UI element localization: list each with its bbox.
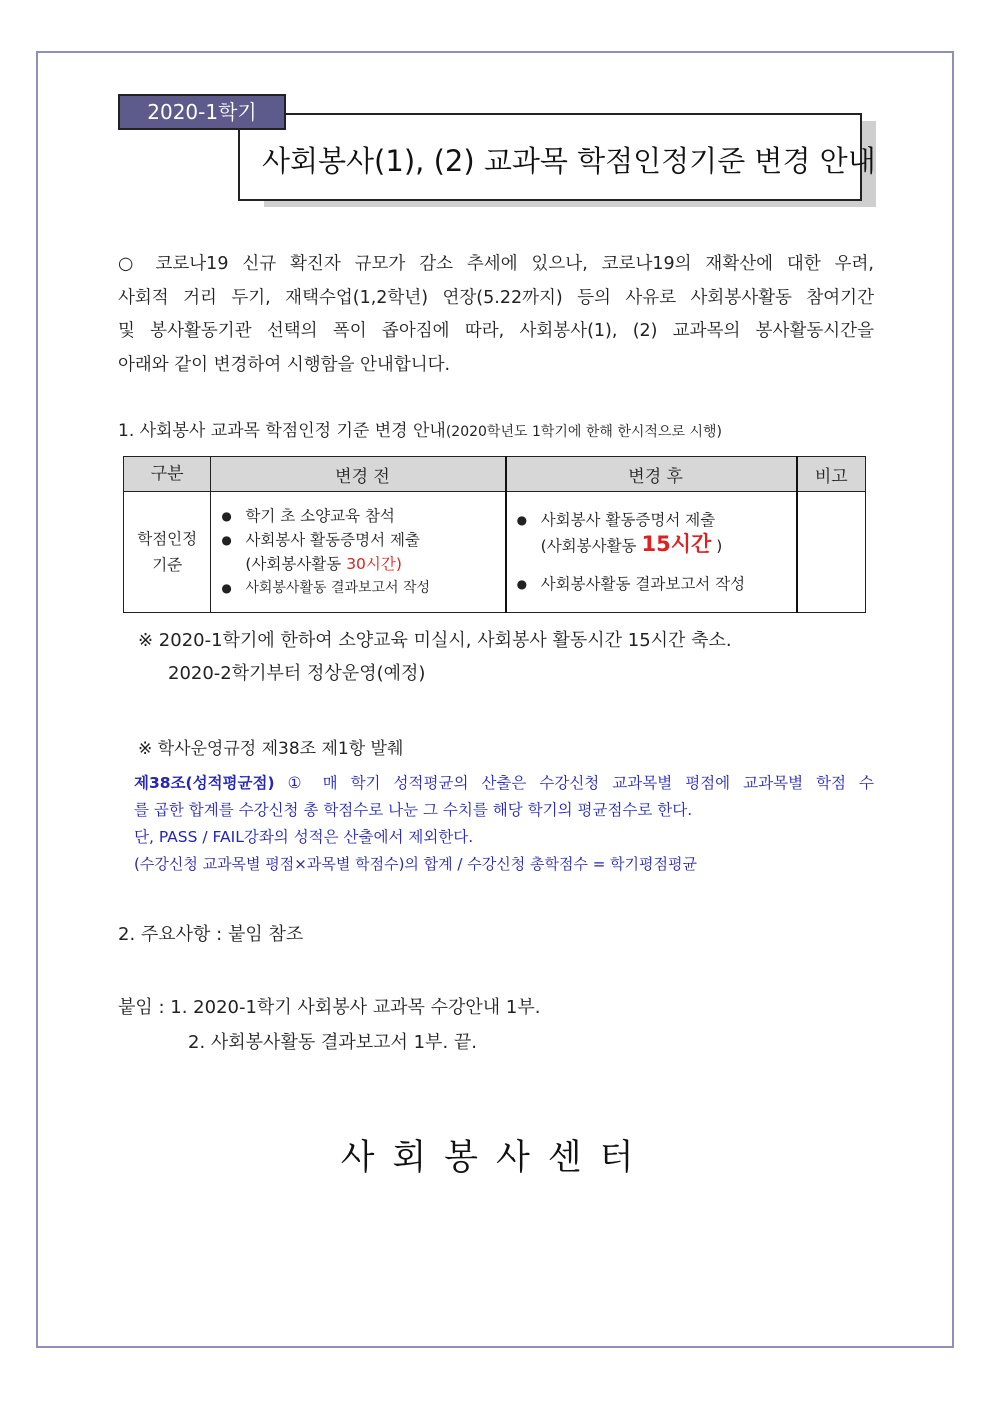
after-cell (506, 492, 797, 613)
regulation-line: 를 곱한 합계를 수강신청 총 학점수로 나눈 그 수치를 해당 학기의 평균점수로 한다. (134, 801, 693, 819)
hours-before: 30시간) (346, 555, 402, 573)
title-box (238, 113, 876, 201)
note-semester (138, 624, 732, 690)
semester-tag: 2020-1학기 (118, 94, 286, 130)
regulation-heading: ※ 학사운영규정 제38조 제1항 발췌 (138, 739, 404, 759)
table-header: 변경 후 (506, 457, 797, 492)
list-item: ● 사회봉사활동 결과보고서 작성 (517, 572, 795, 596)
intro-line: ○ 코로나19 신규 확진자 규모가 감소 추세에 있으나, 코로나19의 재확산에 대한 우려, (118, 254, 874, 274)
table-header-row (124, 457, 866, 492)
section2-heading: 2. 주요사항 : 붙임 참조 (118, 924, 304, 945)
intro-paragraph (118, 248, 874, 382)
intro-line: 사회적 거리 두기, 재택수업(1,2학년) 연장(5.22까지) 등의 사유로 사회봉사활동 참여기간 (118, 287, 874, 308)
attachment-line: 2. 사회봉사활동 결과보고서 1부. 끝. (188, 1032, 477, 1053)
table-header: 변경 전 (211, 457, 506, 492)
attachment-line: 붙임 : 1. 2020-1학기 사회봉사 교과목 수강안내 1부. (118, 997, 541, 1018)
table-header: 구분 (124, 457, 211, 492)
note-line: 2020-2학기부터 정상운영(예정) (168, 663, 426, 684)
section1-note: (2020학년도 1학기에 한해 한시적으로 시행) (445, 424, 722, 440)
list-item: ● 사회봉사 활동증명서 제출 (사회봉사활동 15시간 ) (517, 508, 795, 558)
intro-line: 아래와 같이 변경하여 시행함을 안내합니다. (118, 354, 451, 375)
intro-line: 및 봉사활동기관 선택의 폭이 좁아짐에 따라, 사회봉사(1), (2) 교과목의 봉사활동시간을 (118, 321, 874, 341)
list-item: ● 학기 초 소양교육 참석 (221, 504, 503, 528)
issuer-name: 사회봉사센터 (340, 1138, 652, 1178)
table-header: 비고 (797, 457, 866, 492)
before-cell (211, 492, 506, 613)
attachments (118, 990, 540, 1060)
regulation-line: 단, PASS / FAIL강좌의 성적은 산출에서 제외한다. (134, 828, 474, 846)
section1-heading (118, 416, 722, 441)
note-line: ※ 2020-1학기에 한하여 소양교육 미실시, 사회봉사 활동시간 15시간 축소. (138, 630, 732, 651)
section1-title: 1. 사회봉사 교과목 학점인정 기준 변경 안내 (118, 421, 446, 441)
remarks-cell (797, 492, 866, 613)
regulation-line: 제38조(성적평균점) ① 매 학기 성적평균의 산출은 수강신청 교과목별 평점에 교과목별 학점 수 (134, 774, 874, 792)
regulation-excerpt (134, 770, 874, 878)
page-title: 사회봉사(1), (2) 교과목 학점인정기준 변경 안내 (262, 144, 876, 178)
criteria-table (123, 456, 866, 613)
row-label: 학점인정 기준 (124, 492, 211, 613)
list-item: ● 사회봉사 활동증명서 제출 (사회봉사활동 30시간) (221, 528, 503, 576)
article-title: 제38조(성적평균점) (134, 774, 275, 792)
list-item: ● 사회봉사활동 결과보고서 작성 (221, 576, 503, 600)
table-row (124, 492, 866, 613)
regulation-line: (수강신청 교과목별 평점×과목별 학점수)의 합계 / 수강신청 총학점수 = 학기평점평균 (134, 855, 697, 873)
hours-after: 15시간 (641, 532, 712, 556)
